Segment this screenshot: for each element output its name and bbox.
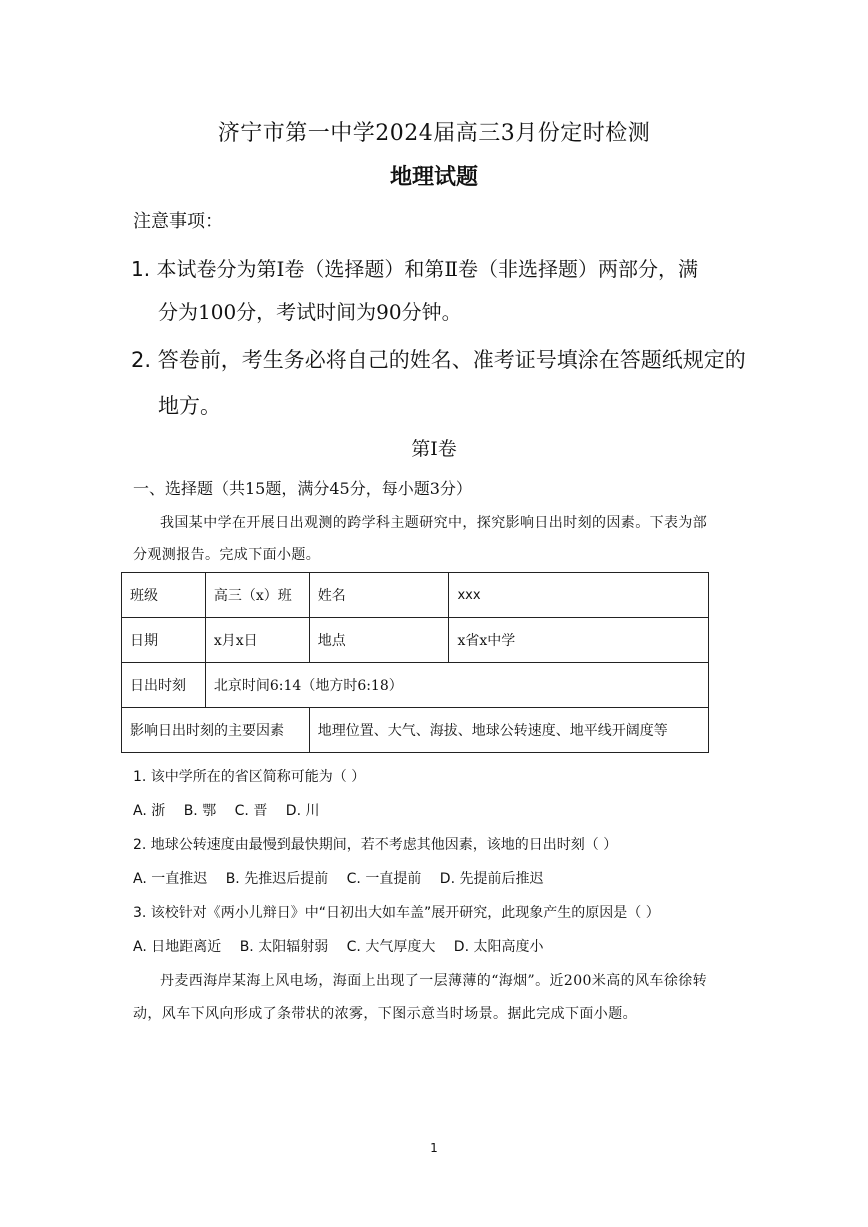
intro-paragraph-1-line-2: 分观测报告。完成下面小题。 [133,547,321,563]
intro-paragraph-2-line-1: 丹麦西海岸某海上风电场，海面上出现了一层薄薄的“海烟”。近200米高的风车徐徐转 [160,973,708,989]
notice-item-2-line-1: 答卷前，考生务必将自己的姓名、准考证号填涂在答题纸规定的 [157,348,746,372]
notice-item-2 [131,344,746,374]
option-b[interactable]: B. 太阳辐射弱 [239,939,329,955]
question-3-stem: 3. 该校针对《两小儿辩日》中“日初出大如车盖”展开研究，此现象产生的原因是（ ） [133,905,660,921]
intro-paragraph-1-line-1: 我国某中学在开展日出观测的跨学科主题研究中，探究影响日出时刻的因素。下表为部 [160,515,708,531]
page-number: 1 [430,1141,438,1155]
notice-item-1-number: 1. [131,257,151,281]
notice-heading: 注意事项： [133,211,223,232]
question-3-options [133,936,543,956]
table-cell: 北京时间6:14（地方时6:18） [205,663,708,708]
option-b[interactable]: B. 鄂 [183,803,217,819]
option-a[interactable]: A. 日地距离近 [133,939,222,955]
option-c[interactable]: C. 大气厚度大 [346,939,436,955]
notice-item-1-line-1: 本试卷分为第Ⅰ卷（选择题）和第Ⅱ卷（非选择题）两部分，满 [156,257,698,281]
question-2-options [133,868,543,888]
exam-title: 济宁市第一中学2024届高三3月份定时检测 [217,121,651,146]
notice-item-2-line-2: 地方。 [158,394,221,418]
table-cell: x省x中学 [449,618,709,663]
table-cell: 高三（x）班 [205,573,309,618]
table-cell: 日期 [122,618,206,663]
option-d[interactable]: D. 先提前后推迟 [439,871,544,887]
question-1-stem: 1. 该中学所在的省区简称可能为（ ） [133,769,366,785]
table-cell: x月x日 [205,618,309,663]
table-cell: 影响日出时刻的主要因素 [122,708,310,753]
option-b[interactable]: B. 先推迟后提前 [225,871,329,887]
question-1-options [133,800,319,820]
table-row [122,618,709,663]
intro-paragraph-2-line-2: 动，风车下风向形成了条带状的浓雾，下图示意当时场景。据此完成下面小题。 [133,1006,637,1022]
notice-item-1-line-2: 分为100分，考试时间为90分钟。 [158,300,462,324]
option-a[interactable]: A. 一直推迟 [133,871,208,887]
question-2-stem: 2. 地球公转速度由最慢到最快期间，若不考虑其他因素，该地的日出时刻（ ） [133,837,618,853]
table-cell: 日出时刻 [122,663,206,708]
option-c[interactable]: C. 晋 [234,803,268,819]
option-d[interactable]: D. 川 [285,803,320,819]
table-cell: 班级 [122,573,206,618]
table-cell: xxx [449,573,709,618]
subject-title: 地理试题 [389,164,478,190]
observation-report-table [121,572,709,753]
table-row [122,573,709,618]
table-row [122,708,709,753]
table-cell: 地点 [309,618,449,663]
table-cell: 地理位置、大气、海拔、地球公转速度、地平线开阔度等 [309,708,708,753]
volume-heading: 第Ⅰ卷 [411,438,457,460]
notice-item-2-number: 2. [131,348,152,372]
option-a[interactable]: A. 浙 [133,803,166,819]
option-c[interactable]: C. 一直提前 [346,871,422,887]
section-heading: 一、选择题（共15题，满分45分，每小题3分） [133,479,472,498]
notice-item-1 [131,253,698,282]
option-d[interactable]: D. 太阳高度小 [453,939,544,955]
table-row [122,663,709,708]
table-cell: 姓名 [309,573,449,618]
